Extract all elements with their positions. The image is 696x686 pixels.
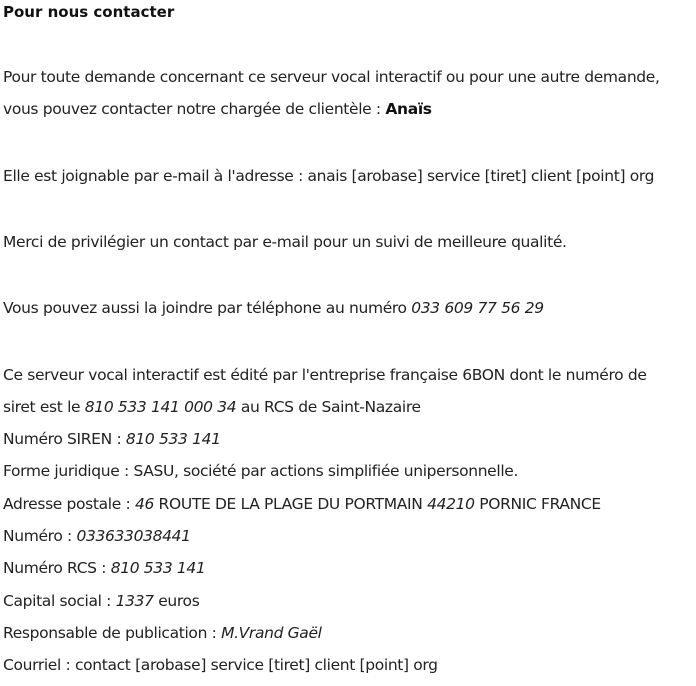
publisher-line (3, 622, 322, 644)
publisher-value: M.Vrand Gaël (221, 624, 322, 642)
phone-number: 033 609 77 56 29 (411, 299, 544, 317)
legal-form-line: Forme juridique : SASU, société par actions simplifiée unipersonnelle. (3, 462, 519, 480)
number-line (3, 525, 191, 547)
siret-prefix: siret est le (3, 398, 85, 416)
capital-line (3, 590, 199, 612)
address-number: 46 (134, 495, 154, 513)
number-label: Numéro : (3, 527, 77, 545)
address-city: PORNIC FRANCE (474, 495, 601, 513)
siren-value: 810 533 141 (125, 430, 221, 448)
siren-label: Numéro SIREN : (3, 430, 126, 448)
intro-line-2 (3, 98, 432, 120)
company-line-1: Ce serveur vocal interactif est édité par l'entreprise française 6BON dont le numéro de (3, 366, 647, 384)
publisher-label: Responsable de publication : (3, 624, 222, 642)
capital-label: Capital social : (3, 592, 116, 610)
contact-name: Anaïs (385, 100, 432, 118)
page-heading: Pour nous contacter (3, 3, 175, 21)
capital-unit: euros (153, 592, 200, 610)
siret-number: 810 533 141 000 34 (84, 398, 237, 416)
rcs-line (3, 557, 205, 579)
address-postcode: 44210 (427, 495, 475, 513)
mail-line: Courriel : contact [arobase] service [tiret] client [point] org (3, 656, 438, 674)
email-preference-line: Merci de privilégier un contact par e-mail pour un suivi de meilleure qualité. (3, 233, 567, 251)
phone-line (3, 297, 544, 319)
address-label: Adresse postale : (3, 495, 135, 513)
capital-value: 1337 (115, 592, 154, 610)
rcs-value: 810 533 141 (110, 559, 206, 577)
intro-line-2-text: vous pouvez contacter notre chargée de clientèle : (3, 100, 386, 118)
siret-suffix: au RCS de Saint-Nazaire (236, 398, 421, 416)
address-street: ROUTE DE LA PLAGE DU PORTMAIN (153, 495, 428, 513)
rcs-label: Numéro RCS : (3, 559, 111, 577)
siren-line (3, 428, 221, 450)
intro-line-1: Pour toute demande concernant ce serveur vocal interactif ou pour une autre demande, (3, 68, 660, 86)
phone-prefix: Vous pouvez aussi la joindre par téléphone au numéro (3, 299, 412, 317)
address-line (3, 493, 601, 515)
email-line: Elle est joignable par e-mail à l'adresse : anais [arobase] service [tiret] client [point] org (3, 167, 655, 185)
siret-line (3, 396, 421, 418)
number-value: 033633038441 (76, 527, 191, 545)
